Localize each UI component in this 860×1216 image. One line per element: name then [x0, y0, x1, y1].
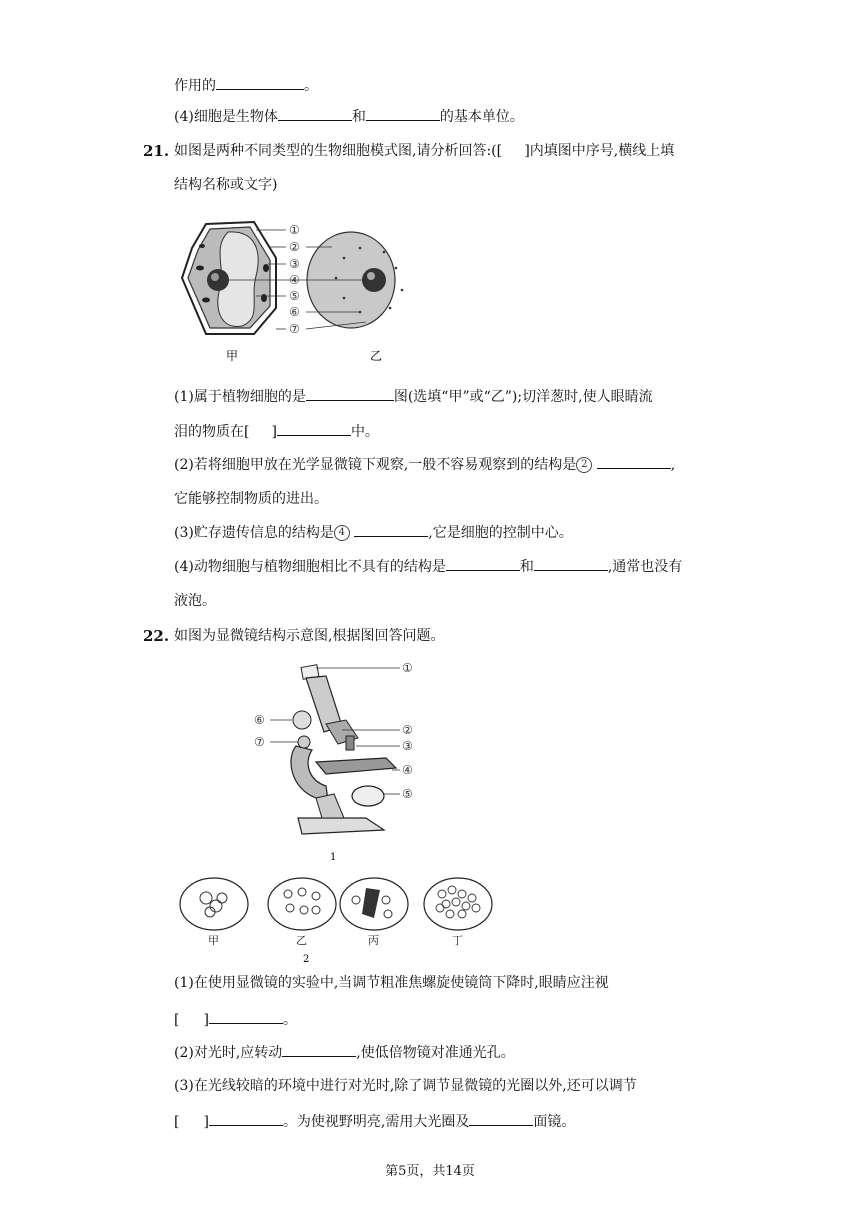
figure-label-yi: 乙	[370, 349, 383, 363]
figure-label-jia: 甲	[226, 349, 239, 363]
question-stem: 如图为显微镜结构示意图,根据图回答问题。	[174, 628, 445, 644]
line-top-1: 作用的 。	[174, 75, 318, 96]
answer-blank[interactable]	[306, 386, 394, 401]
svg-text:⑦: ⑦	[289, 322, 300, 336]
figure-caption: 1	[330, 852, 337, 863]
answer-blank[interactable]	[469, 1111, 533, 1126]
svg-text:①: ①	[402, 661, 413, 675]
mirror	[352, 786, 384, 806]
svg-text:⑦: ⑦	[254, 735, 265, 749]
chloroplast	[202, 298, 210, 303]
chloroplast	[261, 294, 267, 302]
answer-blank[interactable]	[278, 106, 352, 121]
answer-blank[interactable]	[216, 75, 304, 90]
q21-sub2: (2)若将细胞甲放在光学显微镜下观察,一般不容易观察到的结构是 2 ,	[174, 454, 675, 475]
answer-blank[interactable]	[282, 1042, 356, 1057]
chloroplast	[199, 244, 205, 248]
line-top-2: (4)细胞是生物体 和 的基本单位。	[174, 106, 524, 127]
nucleolus	[211, 273, 219, 281]
answer-blank[interactable]	[209, 1009, 283, 1024]
q21-sub1-cont: 泪的物质在[ ] 中。	[174, 421, 379, 442]
q22-sub2: (2)对光时,应转动 ,使低倍物镜对准通光孔。	[174, 1042, 515, 1063]
svg-text:②: ②	[289, 240, 300, 254]
svg-text:⑤: ⑤	[402, 787, 413, 801]
answer-blank[interactable]	[597, 454, 671, 469]
fine-focus-knob	[298, 736, 310, 748]
answer-blank[interactable]	[209, 1111, 283, 1126]
svg-text:②: ②	[402, 723, 413, 737]
answer-blank[interactable]	[277, 421, 351, 436]
answer-blank[interactable]	[366, 106, 440, 121]
q22-sub1-cont: [ ] 。	[174, 1009, 297, 1030]
cells-view-bing	[352, 888, 392, 918]
svg-text:丙: 丙	[368, 934, 379, 947]
question-number: 22.	[143, 627, 170, 645]
figure-caption: 2	[303, 954, 310, 965]
q22-sub3: (3)在光线较暗的环境中进行对光时,除了调节显微镜的光圈以外,还可以调节	[174, 1078, 637, 1094]
cells-view-yi	[284, 888, 320, 914]
part-labels	[289, 223, 300, 336]
svg-text:丁: 丁	[452, 934, 463, 947]
q21-sub1: (1)属于植物细胞的是 图(选填“甲”或“乙”);切洋葱时,使人眼睛流	[174, 386, 653, 407]
question-stem: 如图是两种不同类型的生物细胞模式图,请分析回答:([ ]内填图中序号,横线上填	[174, 143, 675, 159]
answer-blank[interactable]	[354, 522, 428, 537]
stage	[316, 758, 396, 774]
plant-nucleus	[207, 269, 229, 291]
answer-blank[interactable]	[534, 556, 608, 571]
microscope-arm	[291, 746, 328, 800]
svg-text:甲: 甲	[208, 934, 219, 947]
animal-nucleus	[362, 268, 386, 292]
circled-number: 4	[334, 525, 350, 541]
field-of-view-diagram	[176, 870, 506, 966]
q21-sub4: (4)动物细胞与植物细胞相比不具有的结构是 和 ,通常也没有	[174, 556, 682, 577]
svg-text:乙: 乙	[296, 934, 307, 947]
svg-text:④: ④	[289, 273, 300, 287]
chloroplast	[196, 266, 204, 271]
view-labels	[208, 934, 463, 947]
page-footer: 第5页，共14页	[385, 1164, 475, 1179]
svg-text:①: ①	[289, 223, 300, 237]
q22-sub3-cont: [ ] 。为使视野明亮,需用大光圈及 面镜。	[174, 1111, 575, 1132]
microscope-base	[298, 818, 384, 834]
q21-sub4-cont: 液泡。	[174, 593, 216, 609]
cells-view-jia	[200, 892, 227, 917]
circled-number: 2	[576, 457, 592, 473]
chloroplast	[263, 264, 269, 272]
svg-text:⑥: ⑥	[289, 305, 300, 319]
objective	[346, 736, 354, 750]
cell-diagram	[176, 218, 406, 368]
cells-view-ding	[436, 886, 480, 918]
svg-text:⑥: ⑥	[254, 713, 265, 727]
view-circles	[180, 878, 492, 930]
answer-blank[interactable]	[446, 556, 520, 571]
svg-text:⑤: ⑤	[289, 289, 300, 303]
svg-text:④: ④	[402, 763, 413, 777]
svg-text:③: ③	[402, 739, 413, 753]
svg-text:③: ③	[289, 257, 300, 271]
question-stem: 结构名称或文字)	[174, 177, 278, 193]
q22-sub1: (1)在使用显微镜的实验中,当调节粗准焦螺旋使镜筒下降时,眼睛应注视	[174, 975, 609, 991]
q21-sub3: (3)贮存遗传信息的结构是 4 ,它是细胞的控制中心。	[174, 522, 573, 543]
microscope-pillar	[316, 794, 344, 818]
q21-sub2-cont: 它能够控制物质的进出。	[174, 491, 328, 507]
coarse-focus-knob	[293, 711, 311, 729]
microscope-diagram	[246, 658, 426, 864]
question-number: 21.	[143, 142, 170, 160]
nucleolus	[367, 272, 375, 280]
